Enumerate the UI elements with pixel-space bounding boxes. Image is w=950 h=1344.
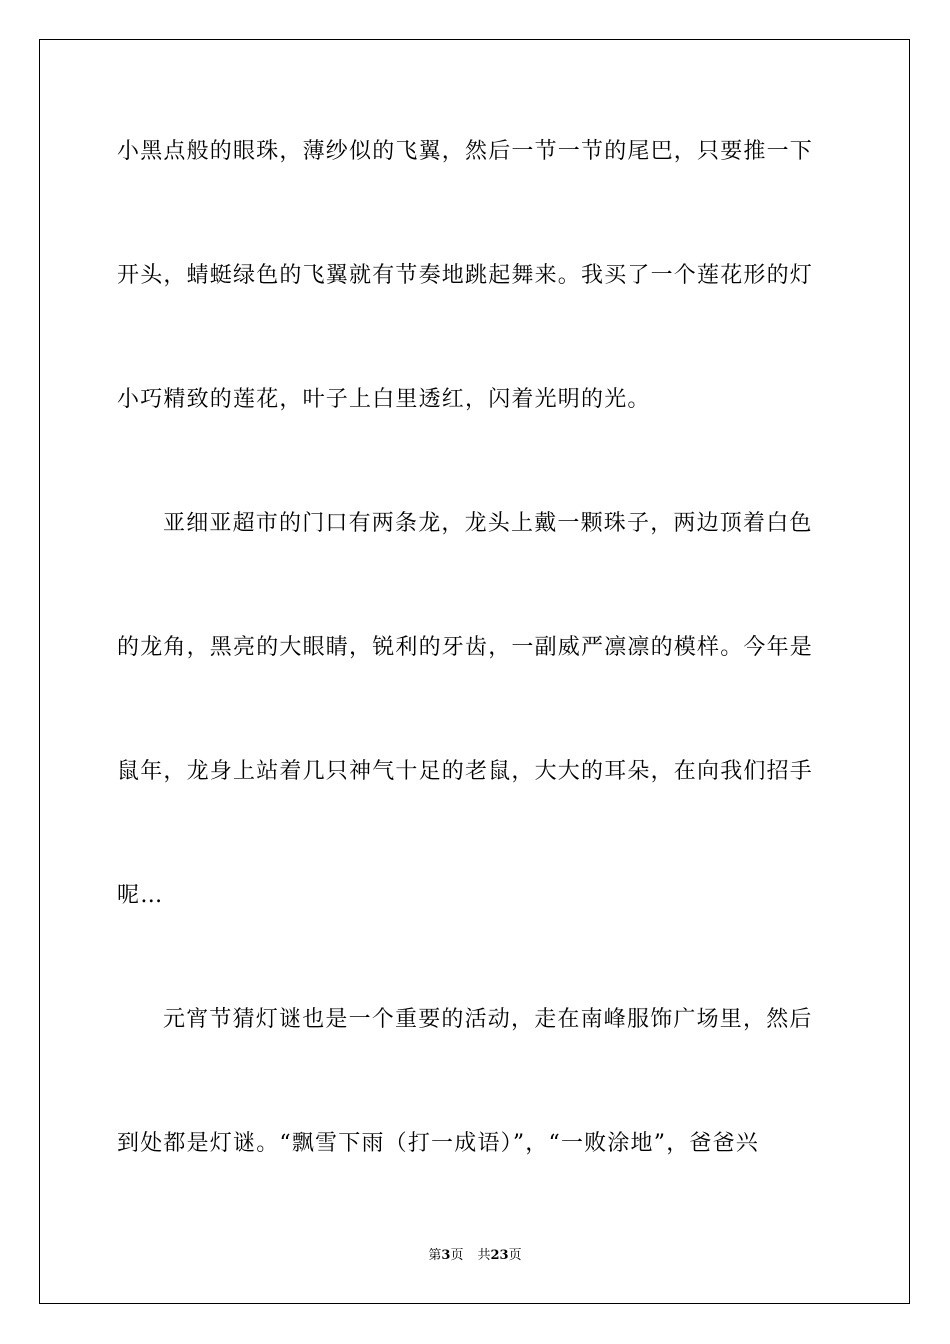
page-footer [0, 1247, 950, 1265]
text-line-9: 到处都是灯谜。“飘雪下雨（打一成语）”，“一败涂地”，爸爸兴 [117, 1131, 759, 1156]
footer-page-current: 3 [441, 1248, 451, 1263]
footer-total-suffix: 页 [508, 1248, 522, 1263]
text-line-7: 呢… [117, 883, 164, 908]
text-line-2: 开头，蜻蜓绿色的飞翼就有节奏地跳起舞来。我买了一个莲花形的灯 [117, 263, 814, 288]
text-line-1: 小黑点般的眼珠，薄纱似的飞翼，然后一节一节的尾巴，只要推一下 [117, 139, 814, 164]
footer-total-prefix: 共 [477, 1248, 491, 1263]
footer-page-total: 23 [490, 1248, 509, 1263]
text-line-3: 小巧精致的莲花，叶子上白里透红，闪着光明的光。 [117, 387, 651, 412]
footer-page-prefix: 第 [428, 1248, 442, 1263]
footer-page-suffix: 页 [450, 1248, 464, 1263]
paragraph-start-line-4: 亚细亚超市的门口有两条龙，龙头上戴一颗珠子，两边顶着白色 [163, 511, 813, 536]
text-line-6: 鼠年，龙身上站着几只神气十足的老鼠，大大的耳朵，在向我们招手 [117, 759, 814, 784]
paragraph-start-line-8: 元宵节猜灯谜也是一个重要的活动，走在南峰服饰广场里，然后 [163, 1007, 813, 1032]
page-border [39, 39, 910, 1304]
text-line-5: 的龙角，黑亮的大眼睛，锐利的牙齿，一副威严凛凛的模样。今年是 [117, 635, 814, 660]
